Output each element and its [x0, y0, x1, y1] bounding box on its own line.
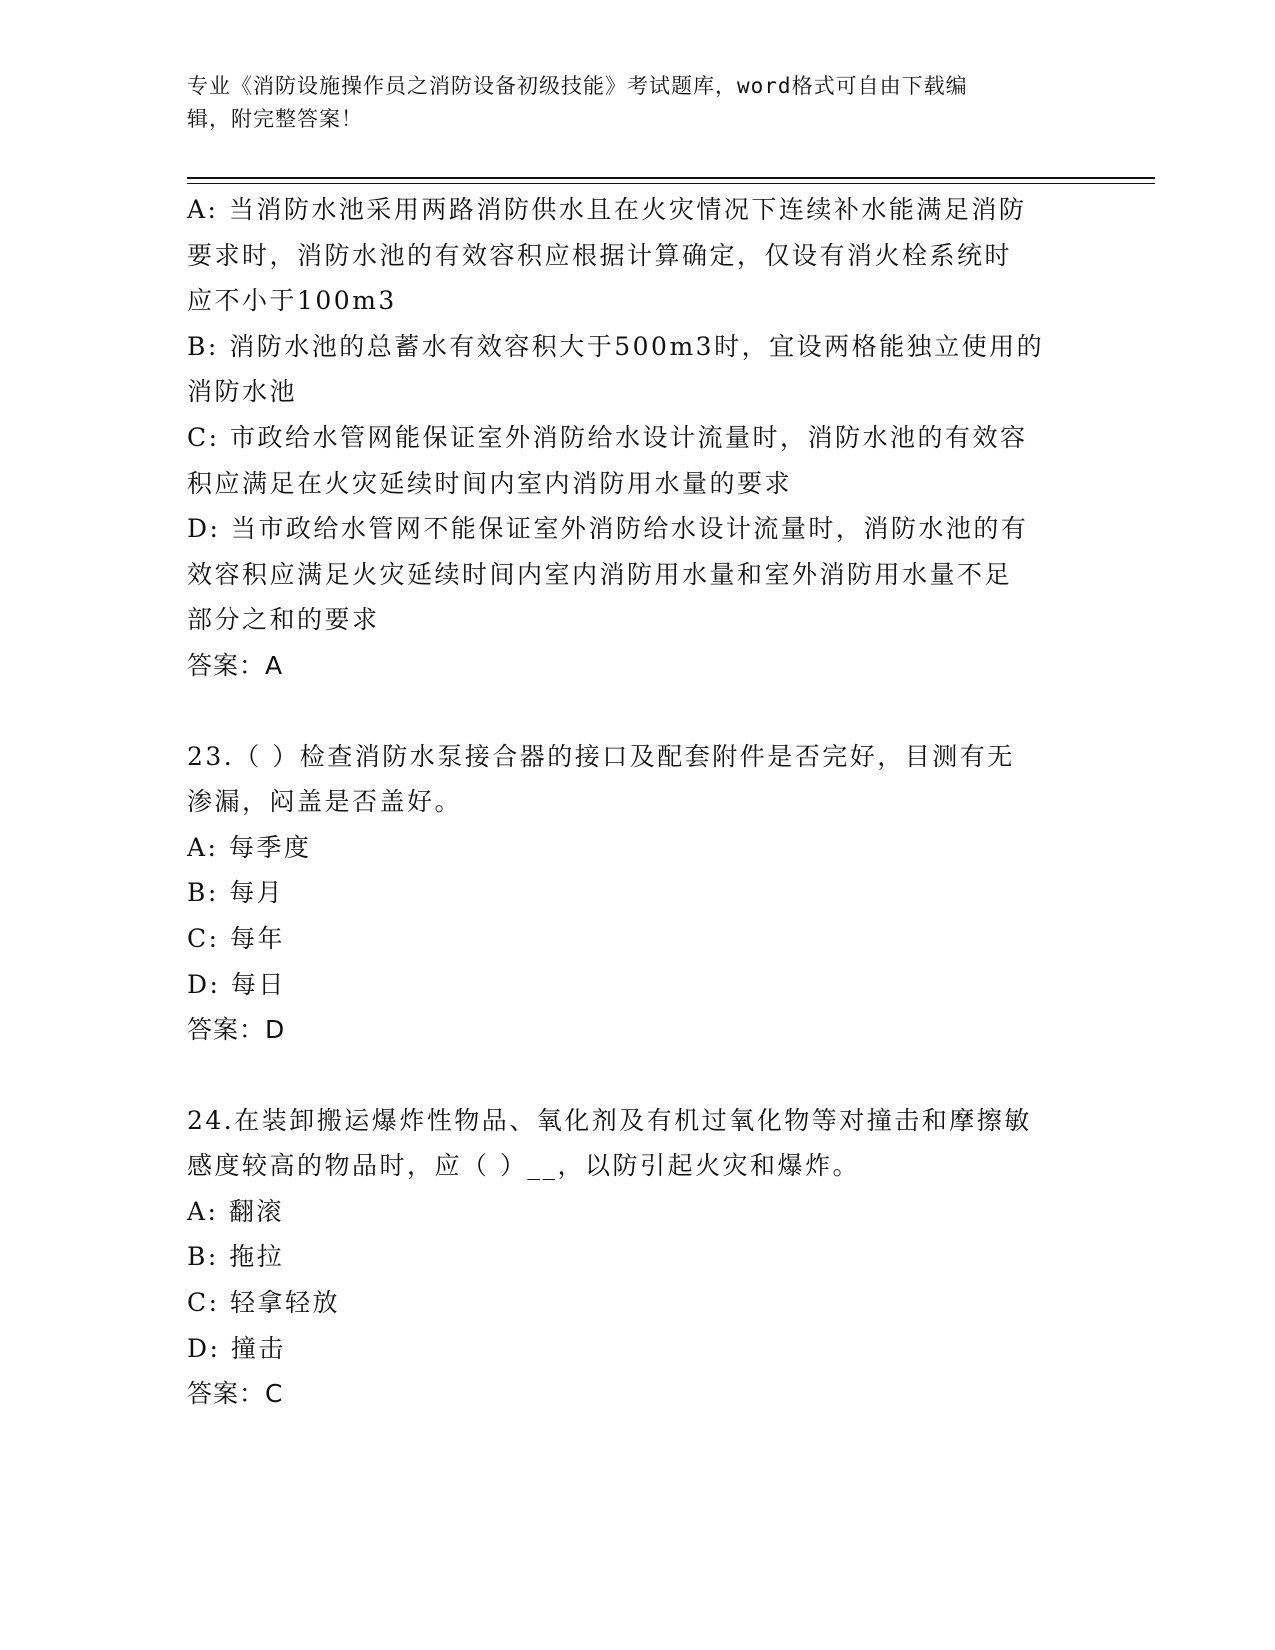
text-line: 积应满足在火灾延续时间内室内消防用水量的要求 [187, 468, 793, 498]
question-23 [187, 734, 1082, 1053]
option-c: C: 每年 [187, 923, 285, 953]
header-divider-thin [187, 183, 1155, 184]
answer-line: 答案：C [187, 1379, 284, 1409]
option-d [187, 506, 1082, 643]
text-line: 消防水池 [187, 377, 298, 407]
answer-line: 答案：A [187, 650, 284, 680]
document-header [187, 70, 1067, 136]
question-text-line: 渗漏，闷盖是否盖好。 [187, 787, 463, 817]
question-text-line: 感度较高的物品时，应（ ）__，以防引起火灾和爆炸。 [187, 1151, 860, 1181]
option-b: B: 拖拉 [187, 1242, 285, 1272]
option-d: D: 撞击 [187, 1333, 286, 1363]
question-22 [187, 187, 1082, 689]
option-b: B: 每月 [187, 878, 285, 908]
question-text-line: 24.在装卸搬运爆炸性物品、氧化剂及有机过氧化物等对撞击和摩擦敏 [187, 1105, 1032, 1135]
answer-line: 答案：D [187, 1015, 286, 1045]
option-c: C: 轻拿轻放 [187, 1288, 340, 1318]
text-line: 部分之和的要求 [187, 605, 380, 635]
option-a [187, 187, 1082, 324]
text-line: A: 当消防水池采用两路消防供水且在火灾情况下连续补水能满足消防 [187, 195, 1027, 224]
text-line: 效容积应满足火灾延续时间内室内消防用水量和室外消防用水量不足 [187, 559, 1013, 589]
option-b [187, 324, 1082, 415]
document-body [187, 187, 1082, 1417]
spacer [187, 1053, 1082, 1098]
text-line: C: 市政给水管网能保证室外消防给水设计流量时，消防水池的有效容 [187, 422, 1028, 452]
header-divider-thick [187, 177, 1155, 179]
option-d: D: 每日 [187, 969, 286, 999]
question-24 [187, 1098, 1082, 1417]
text-line: 应不小于100m3 [187, 286, 397, 316]
text-line: B: 消防水池的总蓄水有效容积大于500m3时，宜设两格能独立使用的 [187, 331, 1045, 361]
text-line: D: 当市政给水管网不能保证室外消防给水设计流量时，消防水池的有 [187, 514, 1029, 544]
header-line-2: 辑，附完整答案！ [187, 107, 363, 131]
option-a: A: 翻滚 [187, 1196, 284, 1226]
header-line-1: 专业《消防设施操作员之消防设备初级技能》考试题库，word格式可自由下载编 [187, 74, 968, 98]
question-text-line: 23.（ ）检查消防水泵接合器的接口及配套附件是否完好，目测有无 [187, 741, 1015, 771]
spacer [187, 689, 1082, 734]
text-line: 要求时，消防水池的有效容积应根据计算确定，仅设有消火栓系统时 [187, 240, 1013, 270]
option-a: A: 每季度 [187, 832, 312, 862]
option-c [187, 415, 1082, 506]
